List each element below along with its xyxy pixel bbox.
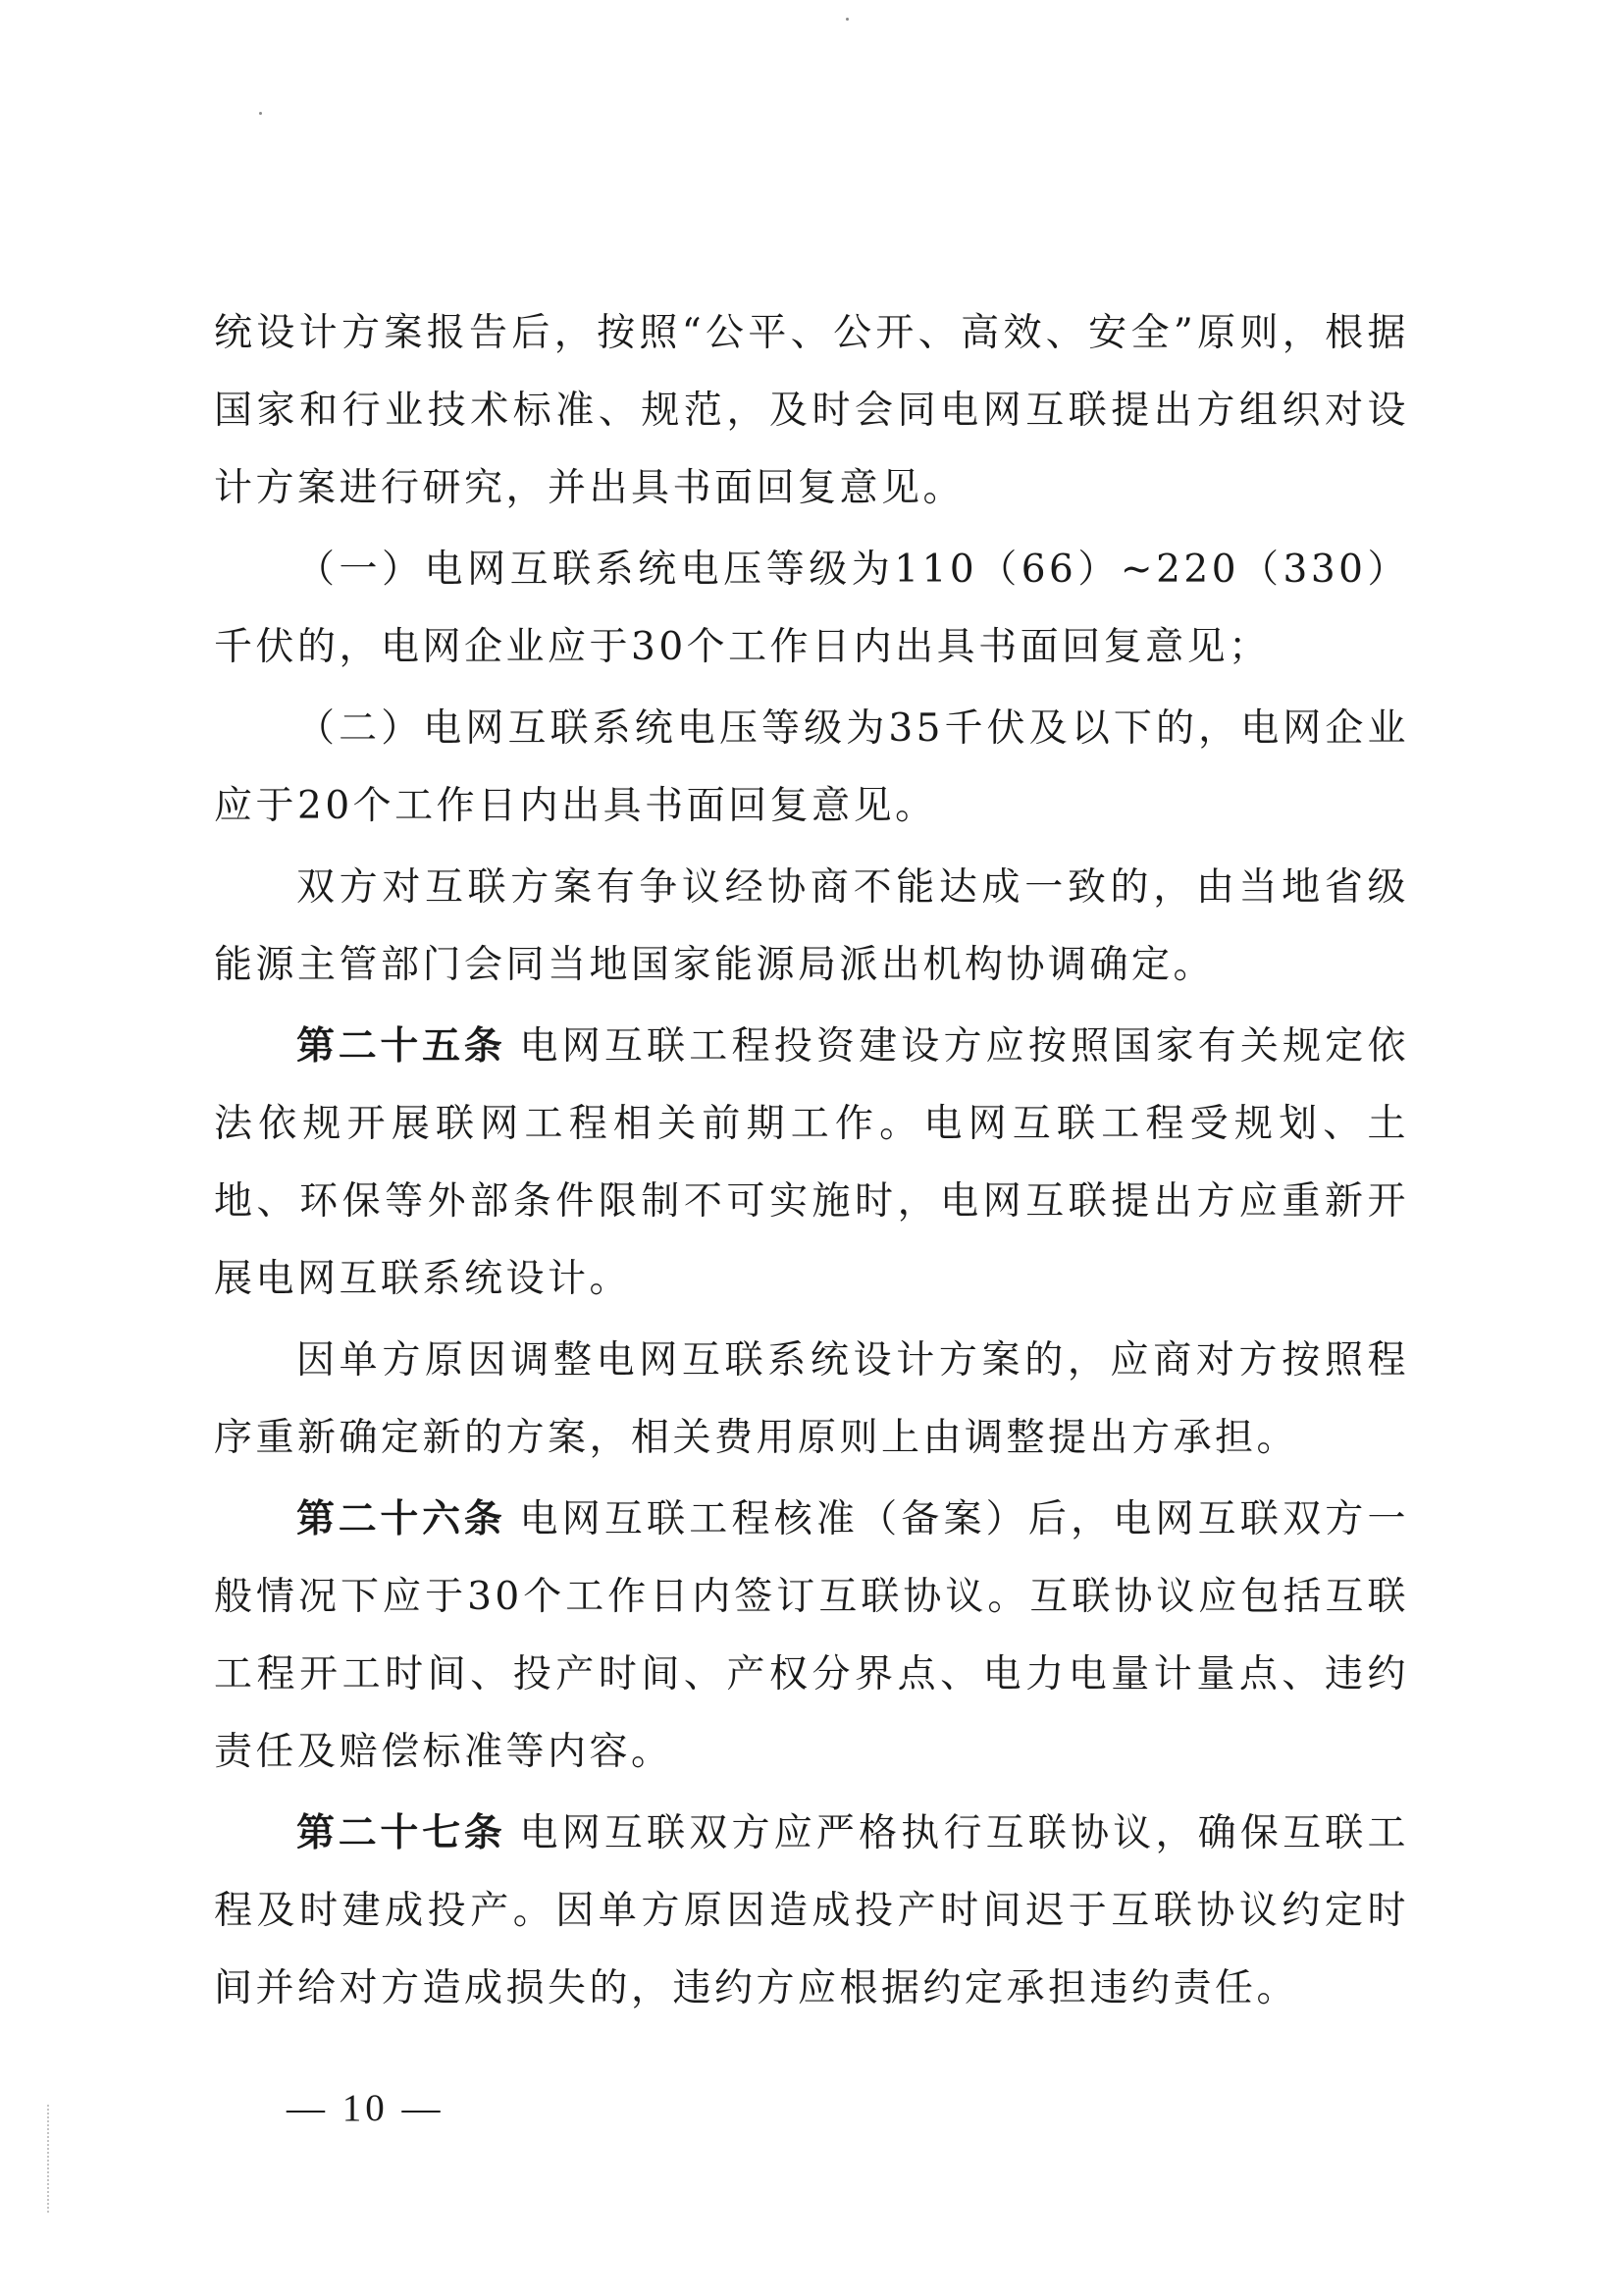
paragraph-dispute <box>214 849 1409 1004</box>
scan-speck <box>846 18 849 21</box>
paragraph-text: 因单方原因调整电网互联系统设计方案的，应商对方按照程序重新确定新的方案，相关费用原则上由调整提出方承担。 <box>214 1338 1409 1460</box>
article-label: 第二十五条 <box>296 1024 506 1069</box>
paragraph-item-two <box>214 690 1409 845</box>
paragraph-text: 电网互联工程核准（备案）后，电网互联双方一般情况下应于30个工作日内签订互联协议。互联协议应包括互联工程开工时间、投产时间、产权分界点、电力电量计量点、违约责任及赔偿标准等内容。 <box>214 1497 1409 1774</box>
article-25 <box>214 1008 1409 1318</box>
page-number: — 10 — <box>287 2087 445 2129</box>
article-label: 第二十六条 <box>296 1497 506 1541</box>
article-26 <box>214 1481 1409 1791</box>
paragraph-text: 双方对互联方案有争议经协商不能达成一致的，由当地省级能源主管部门会同当地国家能源局派出机构协调确定。 <box>214 865 1409 987</box>
document-body <box>214 294 1409 2027</box>
paragraph-text: 电网互联工程投资建设方应按照国家有关规定依法依规开展联网工程相关前期工作。电网互联工程受规划、土地、环保等外部条件限制不可实施时，电网互联提出方应重新开展电网互联系统设计。 <box>214 1024 1409 1301</box>
paragraph-adjustment <box>214 1322 1409 1477</box>
paragraph-text: 统设计方案报告后，按照“公平、公开、高效、安全”原则，根据国家和行业技术标准、规范，及时会同电网互联提出方组织对设计方案进行研究，并出具书面回复意见。 <box>214 311 1409 510</box>
paragraph-text: （二）电网互联系统电压等级为35千伏及以下的，电网企业应于20个工作日内出具书面回复意见。 <box>214 706 1409 828</box>
scan-margin-marks <box>47 2105 53 2213</box>
paragraph-design-review <box>214 294 1409 527</box>
paragraph-text: 电网互联双方应严格执行互联协议，确保互联工程及时建成投产。因单方原因造成投产时间迟于互联协议约定时间并给对方造成损失的，违约方应根据约定承担违约责任。 <box>214 1811 1409 2010</box>
scan-speck <box>259 112 262 115</box>
paragraph-text: （一）电网互联系统电压等级为110（66）~220（330）千伏的，电网企业应于30个工作日内出具书面回复意见； <box>214 548 1409 669</box>
article-27 <box>214 1795 1409 2027</box>
paragraph-item-one <box>214 531 1409 686</box>
article-label: 第二十七条 <box>296 1811 506 1855</box>
